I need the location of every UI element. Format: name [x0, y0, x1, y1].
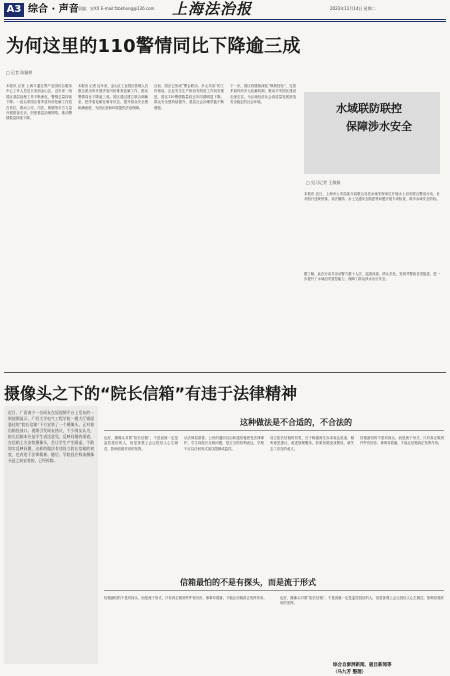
story-2-column-1: 也好，摄像头对着“院长信箱”，不是说就一定是监控投信的人，但是客观上会让投信人心生顾虑，影响信箱作用的发挥。: [104, 436, 178, 451]
story-2-sidebar-text: 近日，广西南宁一名网友在短视频平台上发布的一则视频显示，广西大学电气工程学院一楼大厅墙面悬挂的“院长信箱”下方安装了一个摄像头，正对着信箱投放口。视频引发网友热议，不少网友认为，院长信箱本应是学生表达意见、反映问题的渠道，在信箱上方安装摄像头，会让学生产生顾虑，不敢如实反映问题，这样的做法有违设立院长信箱的初衷，也有违于法律精神。随后，学院回应称该摄像头是之前安装的，已经拆除。: [8, 410, 94, 463]
story-1-column-3: 目前，园区已形成“警企联动、多元共治”的工作格局，企业安全生产和治安防范工作同步推进，园区110警情数量较去年同期明显下降，群众安全感持续提升，基层社会治理效能不断增强。: [154, 84, 224, 110]
story-2-subhead-1: 这种做法是不合适的，不合法的: [240, 418, 352, 427]
side-story-column-1: 本报讯 近日，上海市公安局某分局联合各类水域安保单位开展水上治安联合整治行动，针对船只违规停靠、非法捕捞、水上交通安全隐患等问题开展专项检查，筑牢水域安全防线。: [304, 192, 440, 202]
story-2-continued-right: 也好，摄像头对着“院长信箱”，不是说就一定是监控投信的人，但是客观上会让投信人心生顾虑，影响信箱作用的发挥。: [280, 596, 444, 606]
story-2-subhead-2: 信箱最怕的不是有探头，而是流于形式: [180, 578, 316, 587]
story-2-source-credit: [333, 662, 392, 676]
issue-date: 2023年11月14日 星期二: [330, 6, 376, 11]
side-story-column-2: 据了解，此次行动共出动警力数十人次，巡查河道、码头多处，发现并整改各类隐患，进一步提升了水域治安管控能力，保障了群众涉水出行安全。: [304, 272, 440, 282]
section-name: 综合 · 声音: [28, 4, 79, 15]
side-story-headline-line-1: 水域联防联控: [336, 102, 402, 115]
story-2-continued-left: 信箱最怕的不是有探头，而是流于形式，只有真正做到件件有回音、事事有着落，才能让信箱真正发挥作用。: [104, 596, 267, 600]
side-story-byline: □ 见习记者 王敏娟: [306, 180, 341, 185]
story-2-column-3: 设立院长信箱的初衷，在于畅通师生诉求表达渠道，倾听意见建议、改进管理服务。如果信箱变成摆设，就失去了存在的意义。: [270, 436, 354, 451]
header-divider: [4, 19, 446, 20]
story-2-column-4: 信箱最怕的不是有探头，而是流于形式，只有真正做到件件有回音、事事有着落，才能让信箱真正发挥作用。: [360, 436, 444, 446]
subhead-2-divider: [104, 590, 444, 591]
story-2-column-2: 从法律层面看，公民的通信自由和通信秘密受法律保护，学生向院长反映问题，是正当的权利表达，学校不应以任何形式加以限制或监控。: [184, 436, 264, 451]
story-2-editor-note: （马九芳 整理）: [333, 670, 367, 675]
section-divider: [4, 372, 446, 373]
header-divider-thin: [4, 21, 446, 22]
story-2-source: 综合自澎湃新闻、极目新闻等: [333, 663, 392, 668]
story-1-column-4: 下一步，园区将继续深化“枫桥经验”，完善矛盾纠纷多元化解机制，推动平安园区建设走深走实，为区域经济社会高质量发展营造安全稳定的社会环境。: [230, 84, 296, 105]
headline-story-1: 为何这里的110警情同比下降逾三成: [6, 36, 301, 57]
newspaper-masthead: 上海法治报: [172, 0, 253, 18]
headline-story-2: 摄像头之下的“院长信箱”有违于法律精神: [4, 384, 298, 403]
page-badge: A3: [4, 3, 24, 17]
header-meta: 责编：宋XX E-mail:fzbkhong@126.com: [78, 6, 155, 11]
subhead-1-divider: [104, 430, 444, 431]
side-story-headline-line-2: 保障涉水安全: [346, 120, 412, 133]
story-1-column-2: 本报讯 记者 近年来，金山区工业园区管理人员联合派出所开展矛盾纠纷排查化解工作，推动警情同比下降逾三成。园区通过建立联合调解室，把矛盾化解在萌芽状态，提升群众安全感和满意度，为园区营商环境提供法治保障。: [78, 84, 148, 110]
byline-story-1: □ 记者 陈颖婷: [6, 70, 33, 75]
story-1-column-1: 本报讯 记者 上海Ｘ通社界产业园综合服务中心工作人员近日来到金山区，近年来一线园区基层治理工作不断深化，警情总量持续下降。一直以来园区将矛盾纠纷化解工作放在首位，联动公安、司法、街镇等多方力量开展排查走访，织密基层治理网络，推动警情数量持续下降。: [6, 84, 72, 121]
